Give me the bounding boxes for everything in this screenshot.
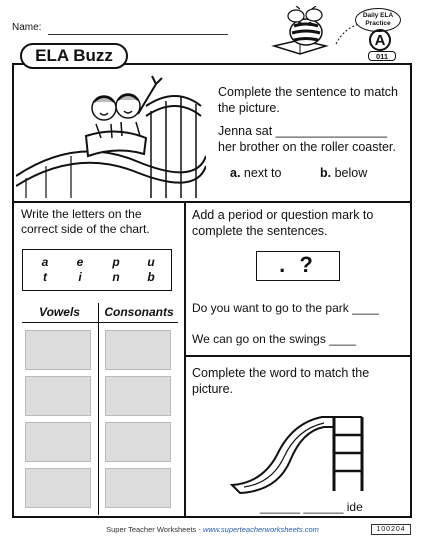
option-b-text: below: [334, 166, 368, 180]
option-a[interactable]: [230, 166, 281, 180]
sentence-with-blank: [218, 123, 408, 155]
sentence-end: her brother on the roller coaster.: [218, 140, 396, 154]
consonant-box[interactable]: [105, 468, 171, 508]
letter-item: u: [147, 255, 155, 269]
letter-item: p: [112, 255, 120, 269]
vowel-box[interactable]: [25, 376, 91, 416]
consonant-box[interactable]: [105, 422, 171, 462]
letters-box: [22, 249, 172, 291]
worksheet-title: ELA Buzz: [20, 43, 128, 69]
vowel-box[interactable]: [25, 330, 91, 370]
sentence-question-prompt: Complete the sentence to match the picture.: [218, 85, 398, 115]
letter-item: a: [41, 255, 49, 269]
badge-number: 011: [368, 51, 396, 61]
word-blank[interactable]: ______ ______ ide: [260, 500, 363, 514]
divider-horizontal-top: [12, 201, 412, 203]
vowel-box[interactable]: [25, 468, 91, 508]
name-label: Name:: [12, 22, 42, 33]
punctuation-marks-box: . ?: [256, 251, 340, 281]
name-line: [48, 34, 228, 35]
bee-reading-icon: [270, 6, 340, 58]
word-prompt: Complete the word to match the picture.: [192, 366, 370, 396]
chart-header-line: [22, 322, 178, 323]
consonant-box[interactable]: [105, 376, 171, 416]
punctuation-prompt: Add a period or question mark to complete the sentences.: [192, 208, 374, 238]
letter-item: e: [76, 255, 84, 269]
document-id: 100204: [371, 524, 411, 535]
option-b-letter: b.: [320, 166, 332, 180]
punctuation-sentence-2[interactable]: We can go on the swings ____: [192, 332, 356, 346]
chart-divider: [98, 303, 99, 515]
slide-illustration: [222, 395, 372, 495]
consonant-box[interactable]: [105, 330, 171, 370]
badge-level: A: [369, 29, 391, 51]
vowels-prompt: Write the letters on the correct side of the chart.: [21, 207, 150, 236]
divider-vertical: [184, 201, 186, 518]
footer-link[interactable]: www.superteacherworksheets.com: [202, 525, 319, 534]
option-a-letter: a.: [230, 166, 241, 180]
sentence-blank[interactable]: ________________: [275, 124, 387, 138]
badge-line1: Daily ELA: [362, 12, 394, 19]
punctuation-sentence-1[interactable]: Do you want to go to the park ____: [192, 301, 379, 315]
option-b[interactable]: [320, 166, 367, 180]
divider-horizontal-right: [184, 355, 412, 357]
vowel-box[interactable]: [25, 422, 91, 462]
consonants-header: Consonants: [104, 305, 174, 319]
letter-item: b: [147, 270, 155, 284]
footer: [0, 525, 425, 534]
letter-item: i: [78, 270, 82, 284]
roller-coaster-illustration: [16, 66, 206, 198]
sentence-start: Jenna sat: [218, 124, 276, 138]
footer-text: Super Teacher Worksheets -: [106, 525, 203, 534]
letter-item: n: [112, 270, 120, 284]
badge-line2: Practice: [365, 20, 391, 27]
option-a-text: next to: [243, 166, 282, 180]
letter-item: t: [43, 270, 47, 284]
vowels-header: Vowels: [39, 305, 80, 319]
